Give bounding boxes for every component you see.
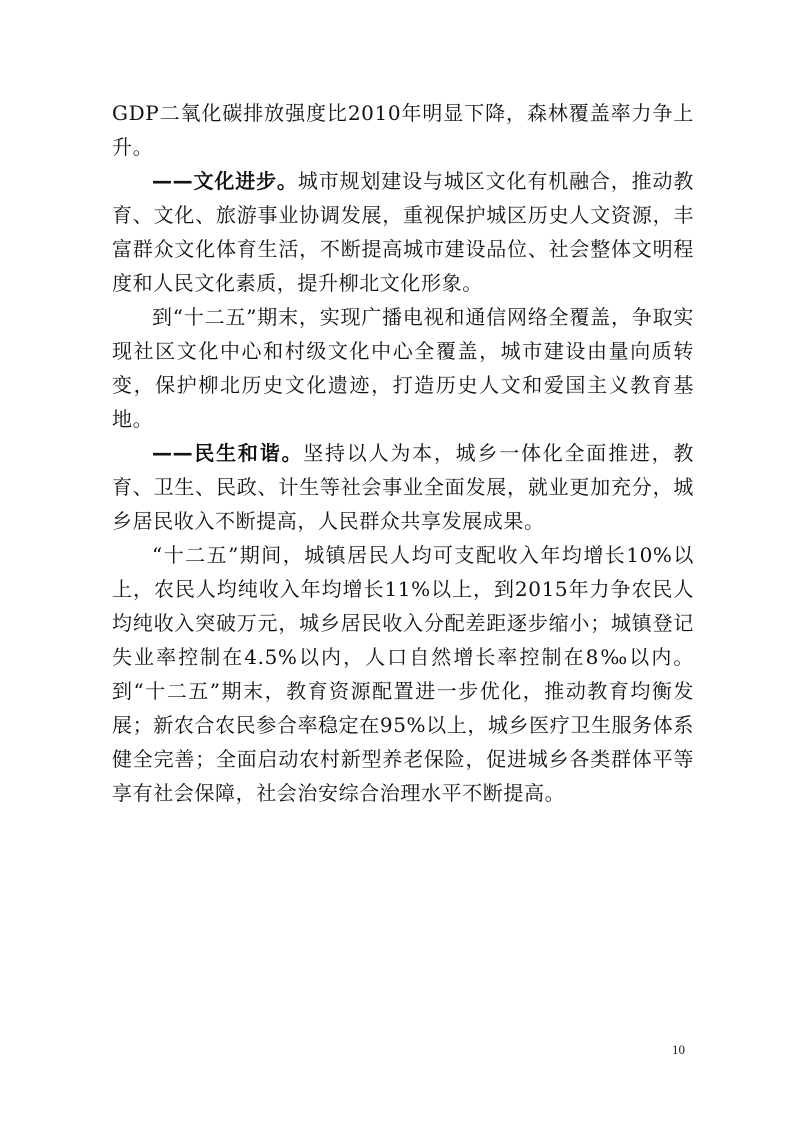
paragraph-text: 坚持以人为本，城乡一体化全面推进，教育、卫生、民政、计生等社会事业全面发展，就业更加充分，城乡居民收入不断提高，人民群众共享发展成果。	[112, 441, 694, 533]
section-heading-culture: ——文化进步。	[152, 169, 298, 193]
document-body	[112, 96, 694, 810]
paragraph-text: 到“十二五”期末，实现广播电视和通信网络全覆盖，争取实现社区文化中心和村级文化中心全覆盖，城市建设由量向质转变，保护柳北历史文化遗迹，打造历史人文和爱国主义教育基地。	[112, 305, 694, 431]
paragraph-text: “十二五”期间，城镇居民人均可支配收入年均增长10%以上，农民人均纯收入年均增长11%以上，到2015年力争农民人均纯收入突破万元，城乡居民收入分配差距逐步缩小；城镇登记失业率控制在4.5%以内，人口自然增长率控制在8‰以内。到“十二五”期末，教育资源配置进一步优化，推动教育均衡发展；新农合农民参合率稳定在95%以上，城乡医疗卫生服务体系健全完善；全面启动农村新型养老保险，促进城乡各类群体平等享有社会保障，社会治安综合治理水平不断提高。	[112, 543, 694, 805]
paragraph-culture-targets	[112, 300, 694, 436]
paragraph-livelihood-harmony	[112, 436, 694, 538]
paragraph-livelihood-targets	[112, 538, 694, 810]
paragraph-text: 城市规划建设与城区文化有机融合，推动教育、文化、旅游事业协调发展，重视保护城区历史人文资源，丰富群众文化体育生活，不断提高城市建设品位、社会整体文明程度和人民文化素质，提升柳北文化形象。	[112, 169, 695, 295]
paragraph-cultural-progress	[112, 164, 694, 300]
paragraph-text: GDP二氧化碳排放强度比2010年明显下降，森林覆盖率力争上升。	[112, 101, 694, 159]
section-heading-livelihood: ——民生和谐。	[152, 441, 304, 465]
page-number: 10	[672, 1042, 685, 1057]
paragraph-carbon-forest	[112, 96, 694, 164]
